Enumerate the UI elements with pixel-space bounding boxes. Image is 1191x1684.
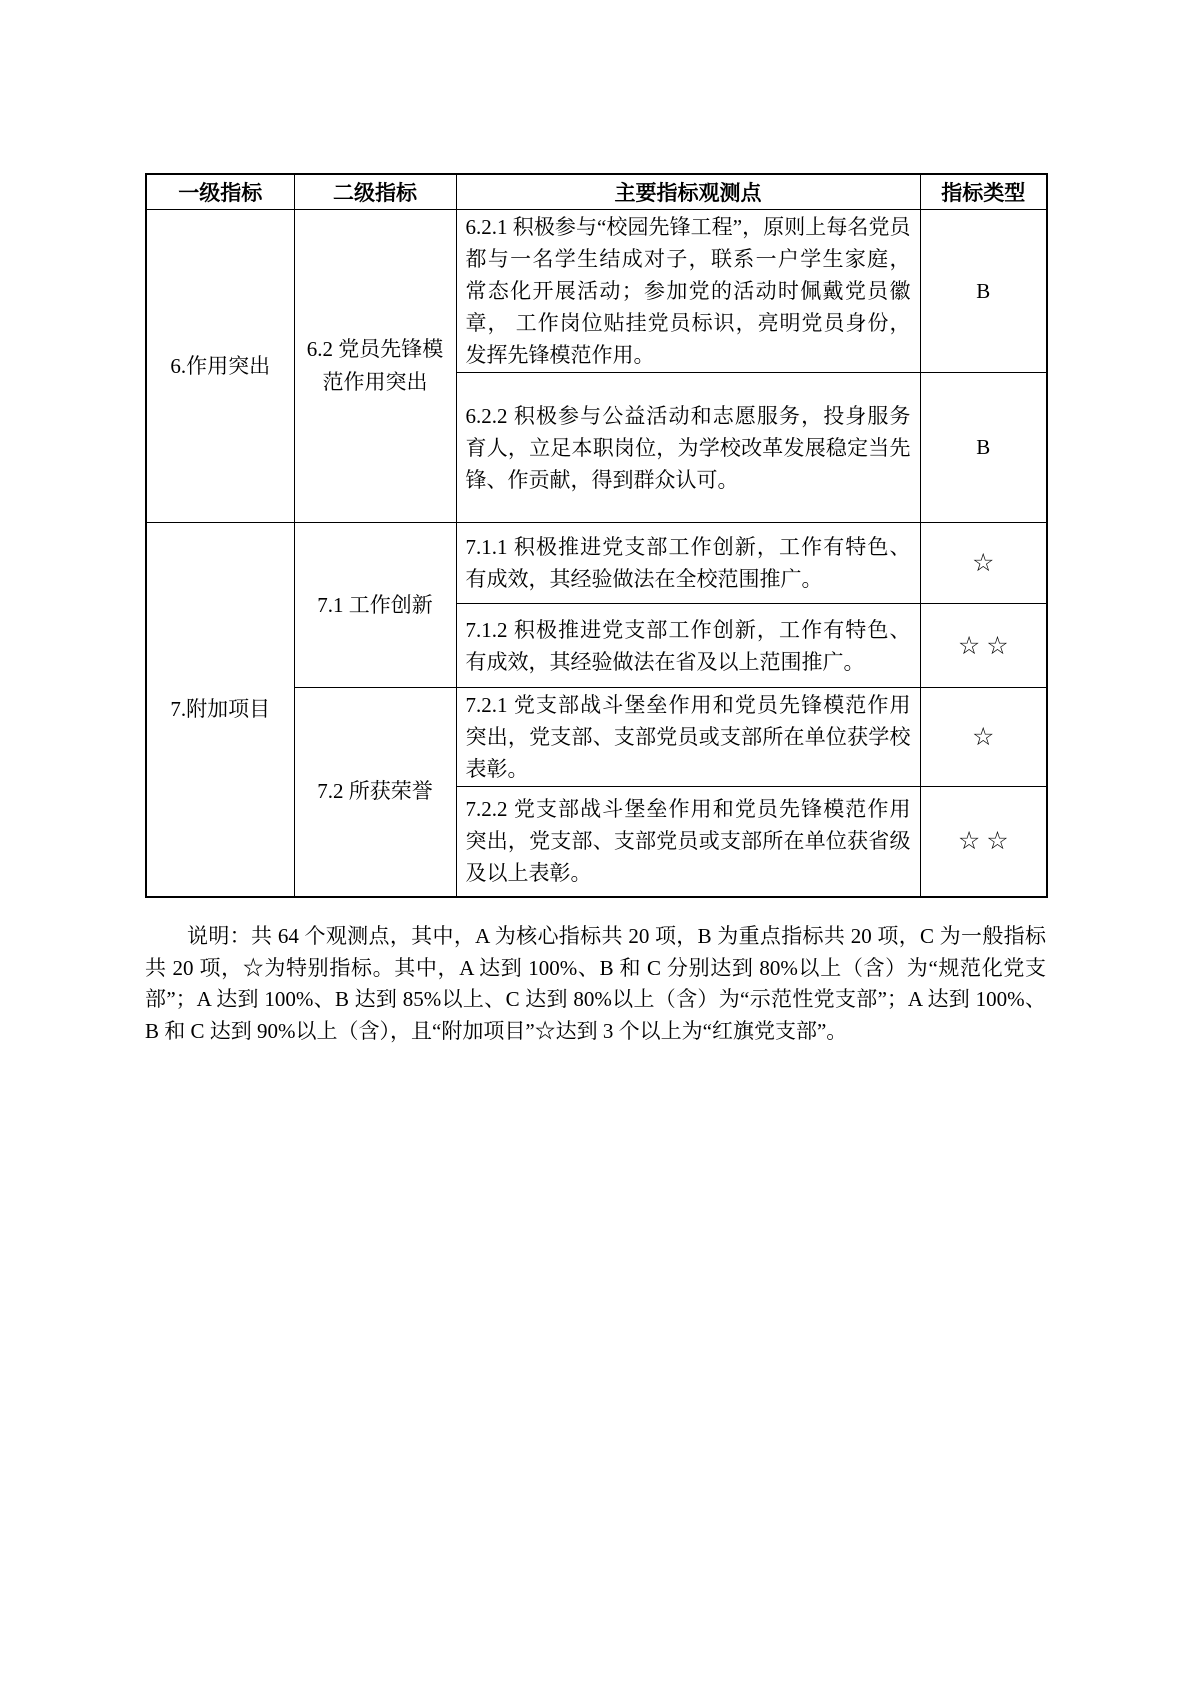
observation-cell-7-2-1: 7.2.1 党支部战斗堡垒作用和党员先锋模范作用突出，党支部、支部党员或支部所在单位获学校表彰。 <box>456 688 920 787</box>
header-level2-indicator: 二级指标 <box>294 174 456 210</box>
header-observation-points: 主要指标观测点 <box>456 174 920 210</box>
table-row <box>146 523 1047 604</box>
explanatory-note: 说明：共 64 个观测点，其中，A 为核心指标共 20 项，B 为重点指标共 20 项，C 为一般指标共 20 项，☆为特别指标。其中，A 达到 100%、B 和 C 分别达到 80%以上（含）为“规范化党支部”；A 达到 100%、B 达到 85%以上、C 达到 80%以上（含）为“示范性党支部”；A 达到 100%、B 和 C 达到 90%以上（含），且“附加项目”☆达到 3 个以上为“红旗党支部”。 <box>145 924 1046 1043</box>
level1-cell-7: 7.附加项目 <box>146 523 294 897</box>
type-cell-7-1-1: ☆ <box>920 523 1047 604</box>
observation-cell-7-1-2: 7.1.2 积极推进党支部工作创新，工作有特色、有成效，其经验做法在省及以上范围推广。 <box>456 604 920 688</box>
indicator-table <box>145 173 1048 898</box>
level2-cell-7-1: 7.1 工作创新 <box>294 523 456 688</box>
observation-cell-6-2-2: 6.2.2 积极参与公益活动和志愿服务，投身服务育人，立足本职岗位，为学校改革发展稳定当先锋、作贡献，得到群众认可。 <box>456 373 920 523</box>
observation-cell-7-1-1: 7.1.1 积极推进党支部工作创新，工作有特色、有成效，其经验做法在全校范围推广。 <box>456 523 920 604</box>
level2-cell-6-2: 6.2 党员先锋模范作用突出 <box>294 210 456 523</box>
type-cell-7-2-1: ☆ <box>920 688 1047 787</box>
observation-cell-7-2-2: 7.2.2 党支部战斗堡垒作用和党员先锋模范作用突出，党支部、支部党员或支部所在单位获省级及以上表彰。 <box>456 787 920 897</box>
observation-cell-6-2-1: 6.2.1 积极参与“校园先锋工程”，原则上每名党员都与一名学生结成对子，联系一户学生家庭， 常态化开展活动；参加党的活动时佩戴党员徽章， 工作岗位贴挂党员标识，亮明党员身份，发挥先锋模范作用。 <box>456 210 920 373</box>
table-header-row <box>146 174 1047 210</box>
level1-cell-6: 6.作用突出 <box>146 210 294 523</box>
header-indicator-type: 指标类型 <box>920 174 1047 210</box>
header-level1-indicator: 一级指标 <box>146 174 294 210</box>
type-cell-7-2-2: ☆☆ <box>920 787 1047 897</box>
type-cell-6-2-2: B <box>920 373 1047 523</box>
table-row <box>146 210 1047 373</box>
type-cell-7-1-2: ☆☆ <box>920 604 1047 688</box>
level2-cell-7-2: 7.2 所获荣誉 <box>294 688 456 897</box>
type-cell-6-2-1: B <box>920 210 1047 373</box>
